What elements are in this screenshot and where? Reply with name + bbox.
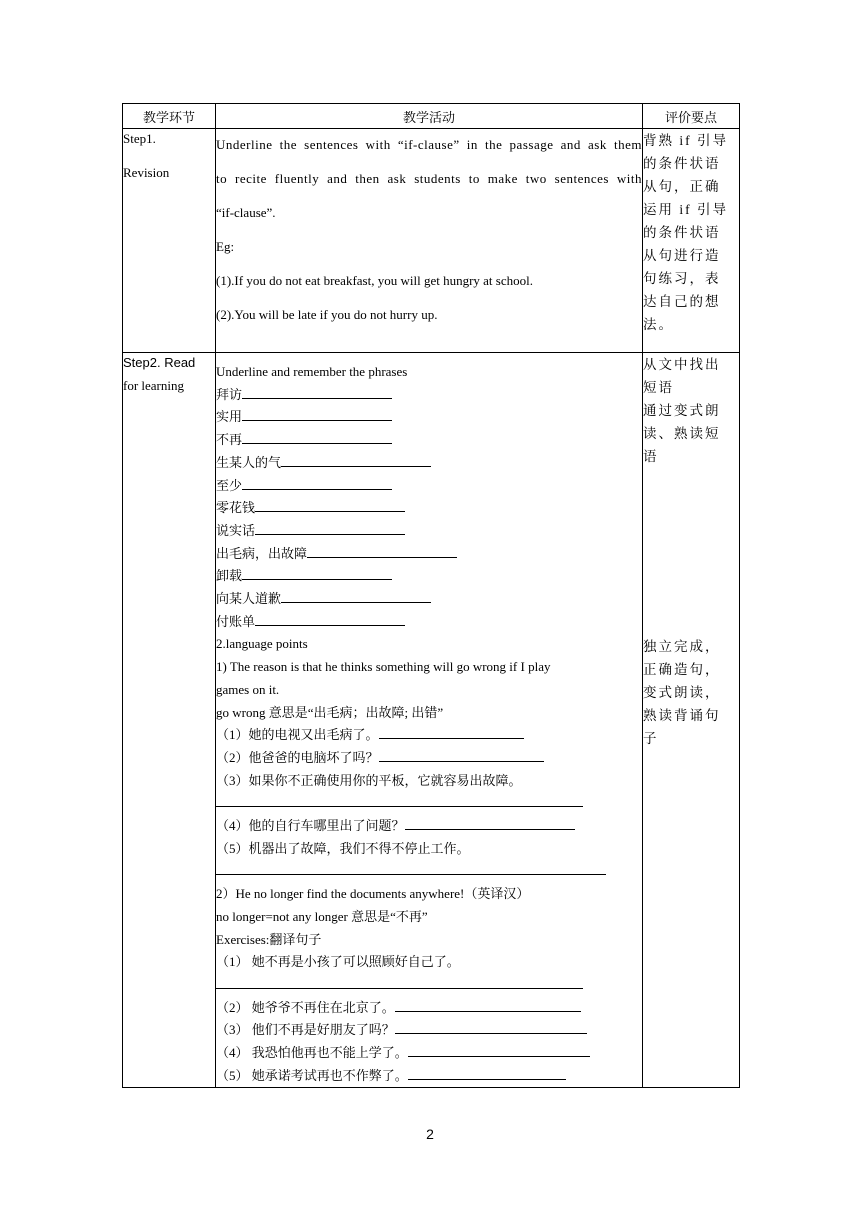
header-evaluation-points: 评价要点: [643, 104, 740, 129]
answer-blank[interactable]: [281, 453, 431, 467]
phrase-label: 出毛病，出故障: [216, 545, 308, 561]
answer-blank[interactable]: [379, 748, 544, 762]
eval-line: 熟读背诵句: [643, 708, 721, 723]
phrase-item: [216, 520, 642, 543]
phrase-item: [216, 384, 642, 407]
exercise-item: [216, 1042, 642, 1065]
eval-line: 背熟 if 引导: [643, 133, 728, 148]
phrase-item: [216, 475, 642, 498]
phrase-label: 实用: [216, 409, 243, 425]
answer-blank[interactable]: [255, 612, 405, 626]
eval-line: 从文中找出: [643, 357, 721, 372]
eval-line: 的条件状语: [643, 156, 721, 171]
step1-para-line: Underline the sentences with “if-clause” in the passage and ask them: [216, 137, 642, 152]
phrase-item: [216, 497, 642, 520]
eval-line: 短语: [643, 380, 674, 395]
answer-blank[interactable]: [216, 975, 583, 989]
exercise-text: （3） 他们不再是好朋友了吗？: [216, 1022, 395, 1038]
table-header-row: [123, 104, 740, 129]
exercise-item: [216, 724, 642, 747]
exercises-title: Exercises:翻译句子: [216, 931, 322, 947]
exercise-text: （3）如果你不正确使用你的平板，它就容易出故障。: [216, 772, 522, 788]
lp2-meaning: no longer=not any longer 意思是“不再”: [216, 908, 428, 924]
answer-blank[interactable]: [255, 521, 405, 535]
step2-subtitle: for learning: [123, 378, 185, 393]
phrase-item: [216, 429, 642, 452]
exercise-item: [216, 838, 642, 861]
answer-blank[interactable]: [242, 430, 392, 444]
lesson-table: [122, 103, 740, 1088]
eval-line: 从句进行造: [643, 248, 721, 263]
phrase-label: 付账单: [216, 613, 256, 629]
exercise-item: [216, 997, 642, 1020]
phrase-label: 生某人的气: [216, 454, 282, 470]
step1-para-line: to recite fluently and then ask students to make two sentences with: [216, 171, 642, 186]
language-points-title: 2.language points: [216, 636, 308, 652]
exercise-item: [216, 770, 642, 793]
step2-eval-sentences: [643, 635, 739, 750]
phrase-label: 拜访: [216, 386, 243, 402]
step2-activity-cell: [216, 353, 643, 1088]
eval-line: 达自己的想: [643, 294, 721, 309]
lp2-exercise-list: [216, 951, 642, 1087]
step1-activity-cell: [216, 129, 643, 353]
step1-eg-label: Eg:: [216, 239, 235, 254]
lp1-exercise-list: [216, 724, 642, 883]
table-row-step2: [123, 353, 740, 1088]
eval-line: 独立完成，: [643, 639, 721, 654]
step1-para-line: “if-clause”.: [216, 205, 276, 220]
step2-stage-cell: [123, 353, 216, 1088]
eval-line: 读、熟读短: [643, 426, 721, 441]
step1-example: (1).If you do not eat breakfast, you will get hungry at school.: [216, 273, 533, 288]
exercise-text: （2） 她爷爷不再住在北京了。: [216, 999, 395, 1015]
header-teaching-stage: 教学环节: [123, 104, 216, 129]
phrase-item: [216, 565, 642, 588]
step1-example: (2).You will be late if you do not hurry up.: [216, 307, 438, 322]
exercise-text: （1） 她不再是小孩了可以照顾好自己了。: [216, 954, 460, 970]
page-number: 2: [426, 1126, 434, 1142]
step1-eval-cell: [643, 129, 740, 353]
phrase-item: [216, 543, 642, 566]
step2-title: Step2. Read: [123, 355, 196, 370]
step1-title: Step1.: [123, 131, 156, 146]
answer-blank[interactable]: [395, 1020, 587, 1034]
answer-blank[interactable]: [216, 861, 606, 875]
step1-stage-cell: [123, 129, 216, 353]
eval-line: 通过变式朗: [643, 403, 721, 418]
table-row-step1: [123, 129, 740, 353]
answer-blank[interactable]: [408, 1066, 566, 1080]
answer-blank[interactable]: [242, 385, 392, 399]
eval-line: 运用 if 引导: [643, 202, 728, 217]
phrase-label: 不再: [216, 432, 243, 448]
phrase-label: 说实话: [216, 522, 256, 538]
eval-line: 法。: [643, 317, 674, 332]
answer-blank[interactable]: [281, 589, 431, 603]
eval-line: 变式朗读，: [643, 685, 721, 700]
exercise-item: [216, 747, 642, 770]
answer-blank[interactable]: [405, 816, 575, 830]
answer-line: [216, 860, 642, 883]
answer-blank[interactable]: [242, 476, 392, 490]
step2-intro: Underline and remember the phrases: [216, 364, 408, 379]
answer-blank[interactable]: [408, 1043, 590, 1057]
phrase-label: 向某人道歉: [216, 591, 282, 607]
lp1-sentence: 1) The reason is that he thinks something will go wrong if I play: [216, 659, 551, 675]
exercise-text: （1）她的电视又出毛病了。: [216, 727, 379, 743]
answer-blank[interactable]: [242, 566, 392, 580]
exercise-text: （5）机器出了故障，我们不得不停止工作。: [216, 840, 470, 856]
header-teaching-activity: 教学活动: [216, 104, 643, 129]
answer-blank[interactable]: [255, 498, 405, 512]
eval-line: 从句，正确: [643, 179, 721, 194]
exercise-item: [216, 951, 642, 974]
exercise-text: （5） 她承诺考试再也不作弊了。: [216, 1067, 408, 1083]
step1-subtitle: Revision: [123, 165, 170, 180]
answer-blank[interactable]: [395, 998, 581, 1012]
lp2-sentence: 2）He no longer find the documents anywhere!（英译汉）: [216, 886, 530, 902]
phrase-list: [216, 384, 642, 634]
phrase-item: [216, 452, 642, 475]
lp1-meaning: go wrong 意思是“出毛病；出故障; 出错”: [216, 704, 444, 720]
eval-line: 的条件状语: [643, 225, 721, 240]
answer-line: [216, 792, 642, 815]
exercise-text: （4） 我恐怕他再也不能上学了。: [216, 1045, 408, 1061]
step1-eval-text: [643, 129, 739, 336]
eval-line: 正确造句，: [643, 662, 721, 677]
step2-eval-phrases: [643, 353, 739, 468]
answer-line: [216, 974, 642, 997]
phrase-label: 卸载: [216, 568, 243, 584]
exercise-text: （4）他的自行车哪里出了问题？: [216, 818, 405, 834]
answer-blank[interactable]: [307, 544, 457, 558]
answer-blank[interactable]: [379, 725, 524, 739]
exercise-text: （2）他爸爸的电脑坏了吗？: [216, 749, 379, 765]
phrase-item: [216, 588, 642, 611]
phrase-item: [216, 406, 642, 429]
answer-blank[interactable]: [216, 793, 583, 807]
exercise-item: [216, 1019, 642, 1042]
answer-blank[interactable]: [242, 407, 392, 421]
eval-line: 子: [643, 731, 659, 746]
lp1-sentence-cont: games on it.: [216, 681, 280, 697]
exercise-item: [216, 815, 642, 838]
phrase-label: 至少: [216, 477, 243, 493]
eval-line: 语: [643, 449, 659, 464]
phrase-item: [216, 611, 642, 634]
phrase-label: 零花钱: [216, 500, 256, 516]
eval-line: 句练习，表: [643, 271, 721, 286]
exercise-item: [216, 1065, 642, 1088]
step2-eval-cell: [643, 353, 740, 1088]
